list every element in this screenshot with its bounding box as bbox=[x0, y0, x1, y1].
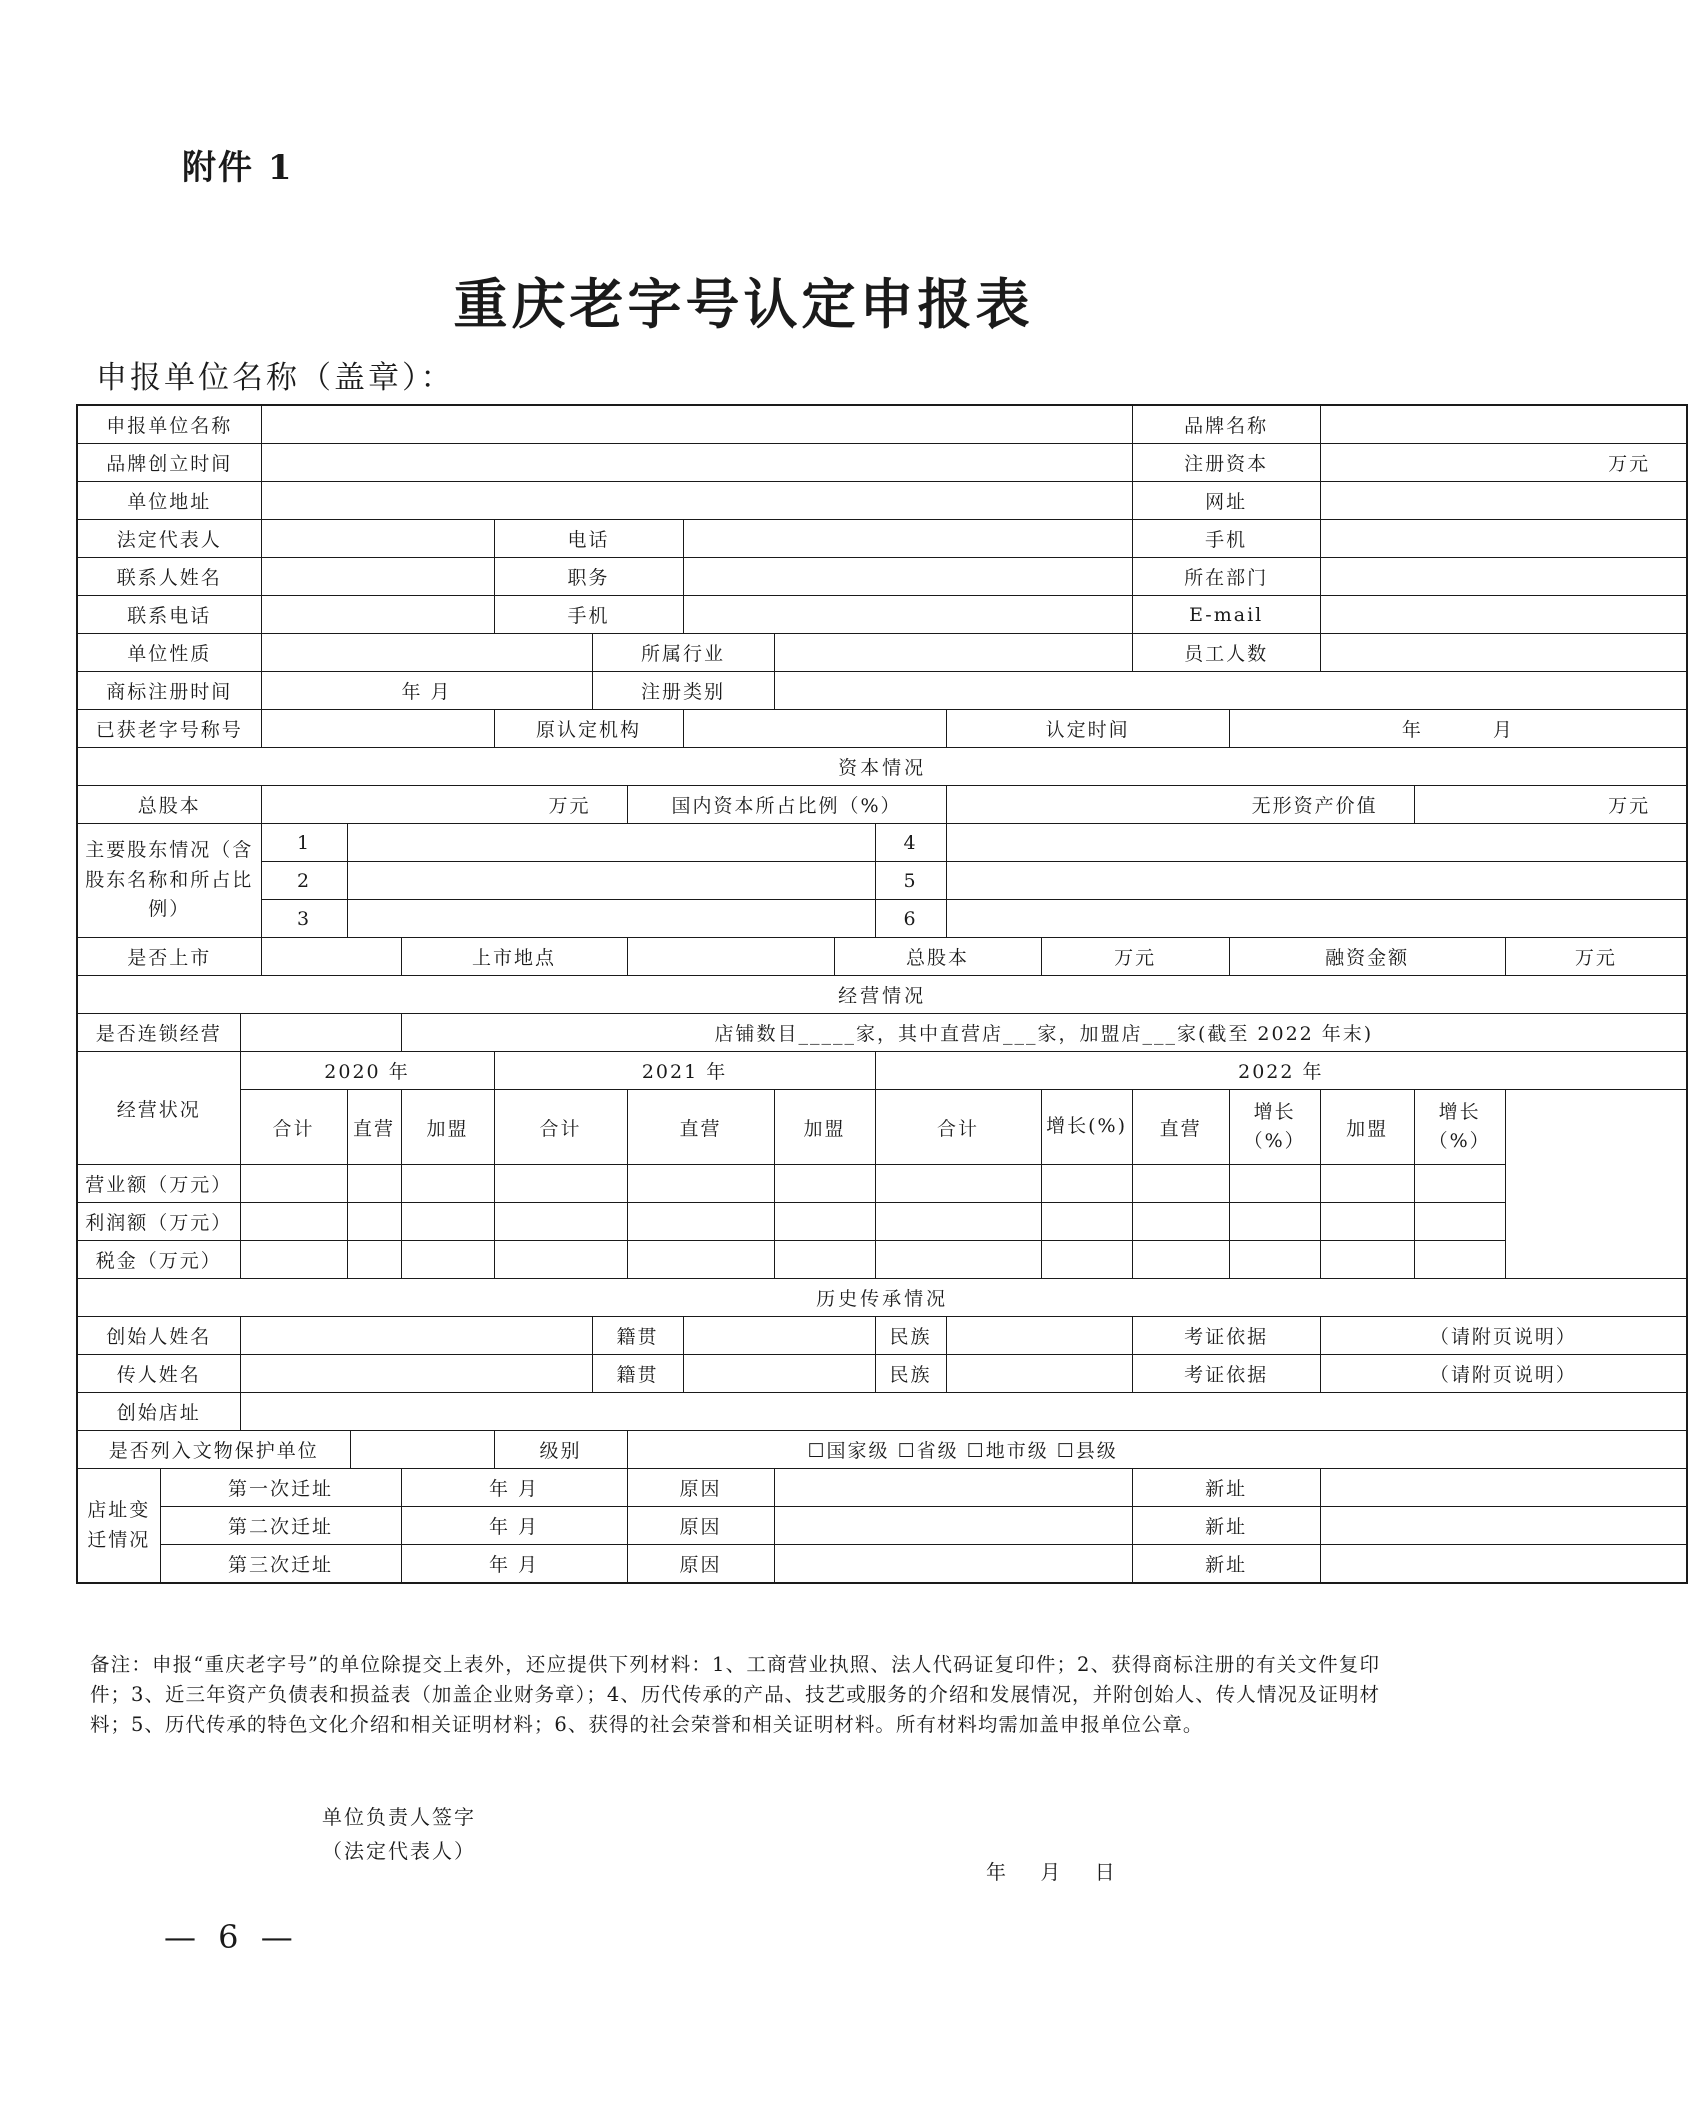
position-field[interactable] bbox=[683, 558, 1132, 596]
label-listed: 是否上市 bbox=[77, 938, 261, 976]
profit-cell[interactable] bbox=[1132, 1203, 1229, 1241]
profit-cell[interactable] bbox=[401, 1203, 494, 1241]
website-field[interactable] bbox=[1320, 482, 1687, 520]
shareholder-field-3[interactable] bbox=[347, 900, 875, 938]
label-orig-org: 原认定机构 bbox=[494, 710, 683, 748]
label-industry: 所属行业 bbox=[592, 634, 774, 672]
profit-cell[interactable] bbox=[1229, 1203, 1320, 1241]
profit-cell[interactable] bbox=[875, 1203, 1041, 1241]
label-shareholders: 主要股东情况（含股东名称和所占比例） bbox=[77, 824, 261, 938]
label-cert-time: 认定时间 bbox=[946, 710, 1229, 748]
orig-address-field[interactable] bbox=[240, 1393, 1687, 1431]
label-move-3-new: 新址 bbox=[1132, 1545, 1320, 1584]
col-2021-franchise: 加盟 bbox=[774, 1090, 875, 1165]
label-unit-name: 申报单位名称 bbox=[77, 405, 261, 444]
col-2022-total-growth: 增长(%) bbox=[1041, 1090, 1132, 1165]
revenue-cell[interactable] bbox=[1414, 1165, 1505, 1203]
inheritor-evidence-note: （请附页说明） bbox=[1320, 1355, 1687, 1393]
tm-reg-time-field[interactable]: 年 月 bbox=[261, 672, 592, 710]
profit-cell[interactable] bbox=[627, 1203, 774, 1241]
form-title: 重庆老字号认定申报表 bbox=[453, 272, 1034, 336]
signature-sublabel: （法定代表人） bbox=[322, 1839, 476, 1863]
tax-cell[interactable] bbox=[774, 1241, 875, 1279]
label-chain: 是否连锁经营 bbox=[77, 1014, 240, 1052]
label-op-status: 经营状况 bbox=[77, 1052, 240, 1165]
inheritor-field[interactable] bbox=[240, 1355, 592, 1393]
section-history: 历史传承情况 bbox=[77, 1279, 1687, 1317]
col-2022-franchise-growth: 增长（%） bbox=[1414, 1090, 1505, 1165]
revenue-cell[interactable] bbox=[494, 1165, 627, 1203]
financing-field[interactable]: 万元 bbox=[1505, 938, 1687, 976]
tax-cell[interactable] bbox=[1132, 1241, 1229, 1279]
shareholder-num-1: 1 bbox=[261, 824, 347, 862]
col-2022-direct: 直营 bbox=[1132, 1090, 1229, 1165]
label-move-2-reason: 原因 bbox=[627, 1507, 774, 1545]
profit-cell[interactable] bbox=[494, 1203, 627, 1241]
move-1-reason-field[interactable] bbox=[774, 1469, 1132, 1507]
move-3-date[interactable]: 年 月 bbox=[401, 1545, 627, 1584]
founder-evidence-note: （请附页说明） bbox=[1320, 1317, 1687, 1355]
profit-cell[interactable] bbox=[240, 1203, 347, 1241]
label-phone: 电话 bbox=[494, 520, 683, 558]
label-relic: 是否列入文物保护单位 bbox=[77, 1431, 350, 1469]
inheritor-origin-field[interactable] bbox=[683, 1355, 875, 1393]
founder-origin-field[interactable] bbox=[683, 1317, 875, 1355]
col-2022-total: 合计 bbox=[875, 1090, 1041, 1165]
revenue-cell[interactable] bbox=[875, 1165, 1041, 1203]
label-founder-ethnicity: 民族 bbox=[875, 1317, 946, 1355]
shareholder-num-6: 6 bbox=[875, 900, 946, 938]
col-2021-direct: 直营 bbox=[627, 1090, 774, 1165]
shareholder-field-1[interactable] bbox=[347, 824, 875, 862]
revenue-cell[interactable] bbox=[347, 1165, 401, 1203]
legal-rep-field[interactable] bbox=[261, 520, 494, 558]
orig-org-field[interactable] bbox=[683, 710, 946, 748]
label-relocation: 店址变迁情况 bbox=[77, 1469, 160, 1584]
revenue-cell[interactable] bbox=[1320, 1165, 1414, 1203]
label-contact-phone: 联系电话 bbox=[77, 596, 261, 634]
col-2021-total: 合计 bbox=[494, 1090, 627, 1165]
page-number: — 6 — bbox=[164, 1918, 299, 1956]
contact-name-field[interactable] bbox=[261, 558, 494, 596]
obtained-title-field[interactable] bbox=[261, 710, 494, 748]
label-orig-address: 创始店址 bbox=[77, 1393, 240, 1431]
level-checkboxes[interactable]: ☐国家级 ☐省级 ☐地市级 ☐县级 bbox=[627, 1431, 1687, 1469]
label-website: 网址 bbox=[1132, 482, 1320, 520]
label-unit-nature: 单位性质 bbox=[77, 634, 261, 672]
label-listing-place: 上市地点 bbox=[401, 938, 627, 976]
shareholder-field-2[interactable] bbox=[347, 862, 875, 900]
reg-category-field[interactable] bbox=[774, 672, 1687, 710]
shareholder-num-5: 5 bbox=[875, 862, 946, 900]
unit-nature-field[interactable] bbox=[261, 634, 592, 672]
revenue-cell[interactable] bbox=[1041, 1165, 1132, 1203]
store-count-field[interactable]: 店铺数目_____家，其中直营店___家，加盟店___家(截至 2022 年末) bbox=[401, 1014, 1687, 1052]
col-2022-direct-growth: 增长（%） bbox=[1229, 1090, 1320, 1165]
year-2021: 2021 年 bbox=[494, 1052, 875, 1090]
col-2020-direct: 直营 bbox=[347, 1090, 401, 1165]
label-inheritor-evidence: 考证依据 bbox=[1132, 1355, 1320, 1393]
label-total-shares: 总股本 bbox=[77, 786, 261, 824]
move-3-new-field[interactable] bbox=[1320, 1545, 1687, 1584]
label-domestic-ratio: 国内资本所占比例（%） bbox=[627, 786, 946, 824]
label-obtained-title: 已获老字号称号 bbox=[77, 710, 261, 748]
revenue-cell[interactable] bbox=[627, 1165, 774, 1203]
employees-field[interactable] bbox=[1320, 634, 1687, 672]
label-founder: 创始人姓名 bbox=[77, 1317, 240, 1355]
shareholder-num-3: 3 bbox=[261, 900, 347, 938]
profit-cell[interactable] bbox=[347, 1203, 401, 1241]
listed-field[interactable] bbox=[261, 938, 401, 976]
year-2020: 2020 年 bbox=[240, 1052, 494, 1090]
revenue-cell[interactable] bbox=[240, 1165, 347, 1203]
attachment-label: 附件 1 bbox=[182, 148, 294, 188]
label-cap-total-shares: 总股本 bbox=[834, 938, 1041, 976]
label-move-3-reason: 原因 bbox=[627, 1545, 774, 1584]
tax-cell[interactable] bbox=[1041, 1241, 1132, 1279]
brand-name-field[interactable] bbox=[1320, 405, 1687, 444]
revenue-cell[interactable] bbox=[1229, 1165, 1320, 1203]
move-1-date[interactable]: 年 月 bbox=[401, 1469, 627, 1507]
shareholder-num-2: 2 bbox=[261, 862, 347, 900]
label-department: 所在部门 bbox=[1132, 558, 1320, 596]
phone-field[interactable] bbox=[683, 520, 1132, 558]
label-revenue: 营业额（万元） bbox=[77, 1165, 240, 1203]
tax-cell[interactable] bbox=[1414, 1241, 1505, 1279]
label-tm-reg-time: 商标注册时间 bbox=[77, 672, 261, 710]
profit-cell[interactable] bbox=[1414, 1203, 1505, 1241]
tax-cell[interactable] bbox=[1320, 1241, 1414, 1279]
contact-mobile-field[interactable] bbox=[683, 596, 1132, 634]
label-legal-rep: 法定代表人 bbox=[77, 520, 261, 558]
label-reg-capital: 注册资本 bbox=[1132, 444, 1320, 482]
label-contact-mobile: 手机 bbox=[494, 596, 683, 634]
mobile-field[interactable] bbox=[1320, 520, 1687, 558]
department-field[interactable] bbox=[1320, 558, 1687, 596]
shareholder-num-4: 4 bbox=[875, 824, 946, 862]
label-move-1-reason: 原因 bbox=[627, 1469, 774, 1507]
unit-name-field[interactable] bbox=[261, 405, 1132, 444]
shareholder-field-6[interactable] bbox=[946, 900, 1687, 938]
year-2022: 2022 年 bbox=[875, 1052, 1687, 1090]
label-employees: 员工人数 bbox=[1132, 634, 1320, 672]
revenue-cell[interactable] bbox=[774, 1165, 875, 1203]
application-form-table bbox=[76, 404, 1688, 1584]
label-founder-evidence: 考证依据 bbox=[1132, 1317, 1320, 1355]
shareholder-field-5[interactable] bbox=[946, 862, 1687, 900]
label-profit: 利润额（万元） bbox=[77, 1203, 240, 1241]
tax-cell[interactable] bbox=[494, 1241, 627, 1279]
label-brand-name: 品牌名称 bbox=[1132, 405, 1320, 444]
tax-cell[interactable] bbox=[875, 1241, 1041, 1279]
move-2-label: 第二次迁址 bbox=[160, 1507, 401, 1545]
brand-founded-field[interactable] bbox=[261, 444, 1132, 482]
move-1-new-field[interactable] bbox=[1320, 1469, 1687, 1507]
label-address: 单位地址 bbox=[77, 482, 261, 520]
col-2020-total: 合计 bbox=[240, 1090, 347, 1165]
shareholder-field-4[interactable] bbox=[946, 824, 1687, 862]
col-2020-franchise: 加盟 bbox=[401, 1090, 494, 1165]
remarks-note: 备注：申报“重庆老字号”的单位除提交上表外，还应提供下列材料：1、工商营业执照、法人代码证复印件；2、获得商标注册的有关文件复印件；3、近三年资产负债表和损益表（加盖企业财务章）；4、历代传承的产品、技艺或服务的介绍和发展情况，并附创始人、传人情况及证明材料；5、历代传承的特色文化介绍和相关证明材料；6、获得的社会荣誉和相关证明材料。所有材料均需加盖申报单位公章。 bbox=[90, 1653, 1380, 1736]
move-2-reason-field[interactable] bbox=[774, 1507, 1132, 1545]
signature-date[interactable]: 年 月 日 bbox=[986, 1860, 1117, 1884]
tax-cell[interactable] bbox=[401, 1241, 494, 1279]
cap-total-shares-field[interactable]: 万元 bbox=[1041, 938, 1229, 976]
label-contact-name: 联系人姓名 bbox=[77, 558, 261, 596]
profit-cell[interactable] bbox=[1320, 1203, 1414, 1241]
founder-ethnicity-field[interactable] bbox=[946, 1317, 1132, 1355]
total-shares-field[interactable]: 万元 bbox=[261, 786, 627, 824]
address-field[interactable] bbox=[261, 482, 1132, 520]
label-tax: 税金（万元） bbox=[77, 1241, 240, 1279]
move-1-label: 第一次迁址 bbox=[160, 1469, 401, 1507]
move-3-reason-field[interactable] bbox=[774, 1545, 1132, 1584]
reg-capital-field[interactable]: 万元 bbox=[1320, 444, 1687, 482]
move-2-date[interactable]: 年 月 bbox=[401, 1507, 627, 1545]
tax-cell[interactable] bbox=[347, 1241, 401, 1279]
inheritor-ethnicity-field[interactable] bbox=[946, 1355, 1132, 1393]
tax-cell[interactable] bbox=[1229, 1241, 1320, 1279]
label-move-1-new: 新址 bbox=[1132, 1469, 1320, 1507]
label-level: 级别 bbox=[494, 1431, 627, 1469]
label-mobile: 手机 bbox=[1132, 520, 1320, 558]
label-inheritor: 传人姓名 bbox=[77, 1355, 240, 1393]
relic-field[interactable] bbox=[350, 1431, 494, 1469]
label-position: 职务 bbox=[494, 558, 683, 596]
revenue-cell[interactable] bbox=[1132, 1165, 1229, 1203]
section-operation: 经营情况 bbox=[77, 976, 1687, 1014]
col-2022-franchise: 加盟 bbox=[1320, 1090, 1414, 1165]
label-inheritor-ethnicity: 民族 bbox=[875, 1355, 946, 1393]
listing-place-field[interactable] bbox=[627, 938, 834, 976]
founder-field[interactable] bbox=[240, 1317, 592, 1355]
profit-cell[interactable] bbox=[1041, 1203, 1132, 1241]
contact-phone-field[interactable] bbox=[261, 596, 494, 634]
email-field[interactable] bbox=[1320, 596, 1687, 634]
signature-block bbox=[322, 1800, 476, 1868]
move-3-label: 第三次迁址 bbox=[160, 1545, 401, 1584]
signature-label: 单位负责人签字 bbox=[322, 1805, 476, 1829]
intangible-unit: 万元 bbox=[1414, 786, 1687, 824]
profit-cell[interactable] bbox=[774, 1203, 875, 1241]
cert-year: 年 bbox=[1401, 719, 1423, 741]
section-capital: 资本情况 bbox=[77, 748, 1687, 786]
label-move-2-new: 新址 bbox=[1132, 1507, 1320, 1545]
label-email: E-mail bbox=[1132, 596, 1320, 634]
label-founder-origin: 籍贯 bbox=[592, 1317, 683, 1355]
unit-name-stamp-line: 申报单位名称（盖章）： bbox=[96, 360, 455, 396]
intangible-field[interactable]: 无形资产价值 bbox=[946, 786, 1414, 824]
tax-cell[interactable] bbox=[627, 1241, 774, 1279]
label-brand-founded: 品牌创立时间 bbox=[77, 444, 261, 482]
industry-field[interactable] bbox=[774, 634, 1132, 672]
label-reg-category: 注册类别 bbox=[592, 672, 774, 710]
move-2-new-field[interactable] bbox=[1320, 1507, 1687, 1545]
label-inheritor-origin: 籍贯 bbox=[592, 1355, 683, 1393]
revenue-cell[interactable] bbox=[401, 1165, 494, 1203]
tax-cell[interactable] bbox=[240, 1241, 347, 1279]
cert-time-field[interactable] bbox=[1229, 710, 1687, 748]
cert-month: 月 bbox=[1492, 719, 1514, 741]
label-financing: 融资金额 bbox=[1229, 938, 1505, 976]
chain-field[interactable] bbox=[240, 1014, 401, 1052]
